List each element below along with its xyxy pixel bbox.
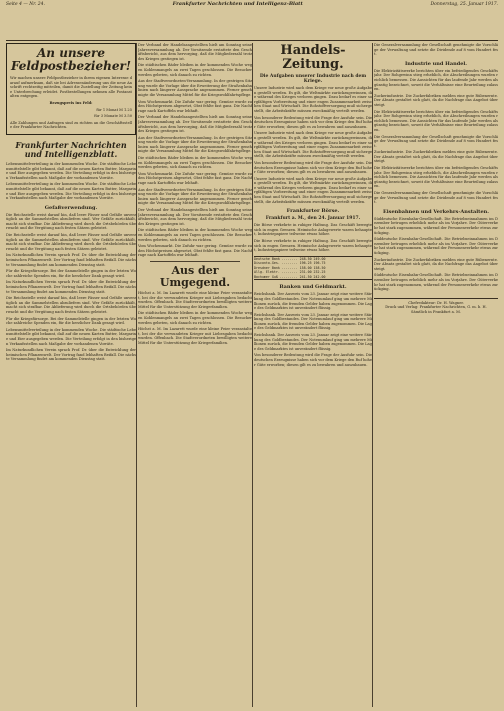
banking-heading: Banken und Geldmarkt. (279, 284, 347, 291)
article-text: Die Reichsstelle weist darauf hin, daß leere Fässer und Gefäße unverzüglich an die Sammelstellen abzuliefern sind. Wer Gefäße zurückhält, macht sich strafbar. Die Ablieferung wird durch die Ortsbehörden überwacht und die Vergütung nach festen Sätzen geleistet. (6, 296, 136, 314)
article-text: Süddeutsche Eisenbahn-Gesellschaft. Die Betriebseinnahmen im Dezember betrugen erheblich mehr als im Vorjahre. Der Güterverkehr hat stark zugenommen, während der Personenverkehr etwas zurückging. (374, 273, 498, 292)
header-date: Donnerstag, 25. Januar 1917. (430, 2, 498, 7)
column-divider (136, 43, 137, 707)
article-text: Der Verband der Handelsangestellten hielt am Sonntag seine Jahresversammlung ab. Der Vorsitzende erstattete den Geschäftsbericht, aus dem hervorging, daß die Mitgliederzahl trotz des Krieges gestiegen ist. (138, 208, 252, 226)
article-text: Höchst a. M. Im Lazarett wurde eine kleine Feier veranstaltet, bei der die verwundeten Krieger mit Liebesgaben bedacht wurden. Offenbach. Die Stadtverordneten bewilligten weitere Mittel für die Unterstützung der Kriegerfamilien. (138, 290, 252, 309)
commerce-title: Handels-Zeitung. (280, 43, 346, 72)
article-text: Die Börse verkehrte in ruhiger Haltung. Das Geschäft bewegte sich in engen Grenzen. Heimische Anlagewerte waren behauptet, Industriepapiere teilweise etwas höher. (254, 239, 372, 253)
table-row: Allg. Elektr. ........ 231.00 232.25 (254, 270, 326, 275)
subscriber-notice-box (6, 43, 136, 135)
local-news-title: Frankfurter Nachrichten und Intelligenzblatt. (15, 139, 127, 159)
article-text: Die Generalversammlung der Gesellschaft genehmigte die Vorschläge der Verwaltung und setzte die Dividende auf 8 vom Hundert fest. (374, 43, 498, 57)
article-text: Süddeutsche Eisenbahn-Gesellschaft. Die Betriebseinnahmen im Dezember betrugen erheblich mehr als im Vorjahre. Der Güterverkehr hat stark zugenommen, während der Personenverkehr etwas zurückging. (374, 237, 498, 255)
commerce-subtitle: Die Aufgaben unserer Industrie nach dem Kriege. (259, 74, 367, 84)
price-table (254, 256, 372, 281)
article-text: Zuckerindustrie. Die Zuckerfabriken melden eine gute Rübenernte. Der Absatz gestaltet sich glatt, da die Nachfrage das Angebot übersteigt. (374, 257, 498, 271)
article-text: Von besonderer Bedeutung wird die Frage der Ausfuhr sein. Die deutschen Erzeugnisse haben sich vor dem Kriege den Ruf hoher Güte erworben; diesen gilt es zu bewahren und auszubauen. (254, 115, 372, 129)
article-text: Die Börse verkehrte in ruhiger Haltung. Das Geschäft bewegte sich in engen Grenzen. Heimische Anlagewerte waren behauptet, Industriepapiere teilweise etwas höher. (254, 223, 372, 237)
section-heading-region: Aus der Umgegend. (159, 263, 231, 289)
article-text: Die Reichsstelle weist darauf hin, daß leere Fässer und Gefäße unverzüglich an die Sammelstellen abzuliefern sind. Wer Gefäße zurückhält, macht sich strafbar. Die Ablieferung wird durch die Ortsbehörden überwacht und die Vergütung nach festen Sätzen geleistet. (6, 233, 136, 251)
header-masthead: Frankfurter Nachrichten und Intelligenz-Blatt (172, 1, 303, 7)
article-text: Der Verband der Handelsangestellten hielt am Sonntag seine Jahresversammlung ab. Der Vorsitzende erstattete den Geschäftsbericht, aus dem hervorging, daß die Mitgliederzahl trotz des Krieges gestiegen ist. (138, 43, 252, 61)
column-1 (6, 43, 136, 707)
notice-price-1: für 1 Monat M 1.25 (96, 107, 132, 112)
column-3 (254, 43, 372, 707)
column-4 (374, 43, 498, 707)
railways-heading: Eisenbahnen und Verkehrs-Anstalten. (382, 208, 490, 215)
notice-price-2: für 3 Monate M 3.50 (94, 114, 132, 119)
imprint-editor: Chefredakteur: Dr. H. Wagner. (408, 300, 464, 305)
table-row: Dresdner Bank ........ 158.00 158.50 (254, 265, 326, 270)
article-text: Reichsbank. Der Ausweis vom 23. Januar zeigt eine weitere Stärkung des Goldbestandes. Der Notenumlauf ging um mehrere Millionen zurück, die fremden Gelder haben zugenommen. Die Lage des Geldmarktes ist unverändert flüssig. (254, 292, 372, 311)
notice-price-label: Bezugspreis ins Feld: (49, 100, 93, 105)
article-text: Die Generalversammlung der Gesellschaft genehmigte die Vorschläge der Verwaltung und setzte die Dividende auf 8 vom Hundert fest. (374, 191, 498, 205)
article-text: Die Elektrizitätswerke berichten über ein befriedigendes Geschäftsjahr. Der Rohgewinn stieg erheblich, die Abschreibungen wurden reichlich bemessen. Die Aussichten für das laufende Jahr werden als günstig bezeichnet, soweit die Verhältnisse eine Beurteilung zulassen. (374, 109, 498, 132)
article-text: Von besonderer Bedeutung wird die Frage der Ausfuhr sein. Die deutschen Erzeugnisse haben sich vor dem Kriege den Ruf hoher Güte erworben; diesen gilt es zu bewahren und auszubauen. (254, 160, 372, 175)
article-text: Höchst a. M. Im Lazarett wurde eine kleine Feier veranstaltet, bei der die verwundeten Krieger mit Liebesgaben bedacht wurden. Offenbach. Die Stadtverordneten bewilligten weitere Mittel für die Unterstützung der Kriegerfamilien. (138, 327, 252, 345)
imprint-location: Sämtlich in Frankfurt a. M. (411, 309, 461, 314)
table-row: Disconto-Ges. ........ 196.25 196.75 (254, 261, 326, 266)
article-text: Reichsbank. Der Ausweis vom 23. Januar zeigt eine weitere Stärkung des Goldbestandes. Der Notenumlauf ging um mehrere Millionen zurück, die fremden Gelder haben zugenommen. Die Lage des Geldmarktes ist unverändert flüssig. (254, 312, 372, 331)
local-news-text: Lebensmittelverteilung in der kommenden Woche. Die städtische Lebensmittelstelle gibt bekannt, daß auf die neuen Karten Butter, Margarine und Eier ausgegeben werden. Die Verteilung erfolgt in den bisherigen Verkaufsstellen nach Maßgabe der vorhandenen Vorräte. (6, 161, 136, 180)
column-2 (138, 43, 252, 707)
article-text: Süddeutsche Eisenbahn-Gesellschaft. Die Betriebseinnahmen im Dezember betrugen erheblich mehr als im Vorjahre. Der Güterverkehr hat stark zugenommen, während der Personenverkehr etwas zurückging. (374, 216, 498, 235)
column-divider (252, 43, 253, 707)
article-text: Zuckerindustrie. Die Zuckerfabriken melden eine gute Rübenernte. Der Absatz gestaltet sich glatt, da die Nachfrage das Angebot übersteigt. (374, 150, 498, 164)
article-text: Vom Wochenmarkt. Die Zufuhr war gering. Gemüse wurde zu den Höchstpreisen abgesetzt, Obst fehlte fast ganz. Die Nachfrage nach Kartoffeln war lebhaft. (138, 244, 252, 258)
notice-text: Wir machen unsere Feldpostbezieher in ihrem eigenen Interesse darauf aufmerksam, daß sie bei Adressenänderung uns die neue Anschrift rechtzeitig mitteilen, damit die Zustellung der Zeitung keine Unterbrechung erleidet. Postbestellungen nehmen alle Postanstalten entgegen. (10, 76, 132, 99)
article-text: Aus der Stadtverordneten-Versammlung. In der gestrigen Sitzung wurde die Vorlage über die Erweiterung der Straßenbahnlinien nach längerer Aussprache angenommen. Ferner genehmigte die Versammlung Mittel für die Kriegswohlfahrtspflege. (138, 79, 252, 97)
article-text: Aus der Stadtverordneten-Versammlung. In der gestrigen Sitzung wurde die Vorlage über die Erweiterung der Straßenbahnlinien nach längerer Aussprache angenommen. Ferner genehmigte die Versammlung Mittel für die Kriegswohlfahrtspflege. (138, 187, 252, 206)
article-text: Für die Kriegsfürsorge. Bei der Sammelstelle gingen in der letzten Woche zahlreiche Spenden ein, für die herzlicher Dank gesagt wird. (6, 269, 136, 278)
article-text: Unsere Industrie wird nach dem Kriege vor neue große Aufgaben gestellt werden. Es gilt, die Weltmärkte zurückzugewinnen, die während des Krieges verloren gingen. Dazu bedarf es einer sorgfältigen Vorbereitung und einer engen Zusammenarbeit zwischen Staat und Wirtschaft. Die Rohstoffversorgung muß sichergestellt, die Arbeitskräfte müssen zweckmäßig verteilt werden. (254, 86, 372, 113)
table-row: Bochumer Guß ......... 241.50 242.00 (254, 274, 326, 279)
article-text: Die städtischen Bäder bleiben in der kommenden Woche wegen Kohlenmangels an zwei Tagen geschlossen. Die Besucher werden gebeten, sich danach zu richten. (138, 228, 252, 242)
article-text: Unsere Industrie wird nach dem Kriege vor neue große Aufgaben gestellt werden. Es gilt, die Weltmärkte zurückzugewinnen, die während des Krieges verloren gingen. Dazu bedarf es einer sorgfältigen Vorbereitung und einer engen Zusammenarbeit zwischen Staat und Wirtschaft. Die Rohstoffversorgung muß sichergestellt, die Arbeitskräfte müssen zweckmäßig verteilt werden. (254, 131, 372, 159)
article-text: Im Naturkundlichen Verein sprach Prof. Dr. über die Entwicklung der heimischen Pflanzenwelt. Der Vortrag fand lebhaften Beifall. Die nächste Versammlung findet am kommenden Dienstag statt. (6, 280, 136, 294)
article-text: Die städtischen Bäder bleiben in der kommenden Woche wegen Kohlenmangels an zwei Tagen geschlossen. Die Besucher werden gebeten, sich danach zu richten. (138, 63, 252, 77)
stock-exchange-heading: Frankfurter Börse. (286, 208, 340, 215)
article-text: Vom Wochenmarkt. Die Zufuhr war gering. Gemüse wurde zu den Höchstpreisen abgesetzt, Obst fehlte fast ganz. Die Nachfrage nach Kartoffeln war lebhaft. (138, 171, 252, 186)
table-row: Deutsche Bank ........ 248.50 249.00 (254, 256, 326, 261)
article-text: Reichsbank. Der Ausweis vom 23. Januar zeigt eine weitere Stärkung des Goldbestandes. Der Notenumlauf ging um mehrere Millionen zurück, die fremden Gelder haben zugenommen. Die Lage des Geldmarktes ist unverändert flüssig. (254, 333, 372, 351)
article-text: Für die Kriegsfürsorge. Bei der Sammelstelle gingen in der letzten Woche zahlreiche Spenden ein, für die herzlicher Dank gesagt wird. (6, 316, 136, 326)
article-text: Die Reichsstelle weist darauf hin, daß leere Fässer und Gefäße unverzüglich an die Sammelstellen abzuliefern sind. Wer Gefäße zurückhält, macht sich strafbar. Die Ablieferung wird durch die Ortsbehörden überwacht und die Vergütung nach festen Sätzen geleistet. (6, 212, 136, 231)
header-page-number: Seite 4 — Nr. 24. (6, 2, 45, 7)
industry-heading: Industrie und Handel. (404, 60, 468, 67)
article-text: Die städtischen Bäder bleiben in der kommenden Woche wegen Kohlenmangels an zwei Tagen geschlossen. Die Besucher werden gebeten, sich danach zu richten. (138, 311, 252, 325)
imprint-publisher: Druck und Verlag: Frankfurter Nachrichten, G. m. b. H. (385, 305, 487, 310)
local-news-text: Lebensmittelverteilung in der kommenden Woche. Die städtische Lebensmittelstelle gibt bekannt, daß auf die neuen Karten Butter, Margarine und Eier ausgegeben werden. Die Verteilung erfolgt in den bisherigen Verkaufsstellen nach Maßgabe der vorhandenen Vorräte. (6, 182, 136, 201)
article-text: Die städtischen Bäder bleiben in der kommenden Woche wegen Kohlenmangels an zwei Tagen geschlossen. Die Besucher werden gebeten, sich danach zu richten. (138, 156, 252, 170)
article-text: Der Verband der Handelsangestellten hielt am Sonntag seine Jahresversammlung ab. Der Vorsitzende erstattete den Geschäftsbericht, aus dem hervorging, daß die Mitgliederzahl trotz des Krieges gestiegen ist. (138, 115, 252, 134)
article-text: Im Naturkundlichen Verein sprach Prof. Dr. über die Entwicklung der heimischen Pflanzenwelt. Der Vortrag fand lebhaften Beifall. Die nächste Versammlung findet am kommenden Dienstag statt. (6, 348, 136, 362)
article-text: Von besonderer Bedeutung wird die Frage der Ausfuhr sein. Die deutschen Erzeugnisse haben sich vor dem Kriege den Ruf hoher Güte erworben; diesen gilt es zu bewahren und auszubauen. (254, 353, 372, 367)
column-divider (372, 43, 373, 707)
article-text: Vom Wochenmarkt. Die Zufuhr war gering. Gemüse wurde zu den Höchstpreisen abgesetzt, Obst fehlte fast ganz. Die Nachfrage nach Kartoffeln war lebhaft. (138, 99, 252, 113)
article-text: Die Elektrizitätswerke berichten über ein befriedigendes Geschäftsjahr. Der Rohgewinn stieg erheblich, die Abschreibungen wurden reichlich bemessen. Die Aussichten für das laufende Jahr werden als günstig bezeichnet, soweit die Verhältnisse eine Beurteilung zulassen. (374, 166, 498, 189)
stock-exchange-date: Frankfurt a. M., den 24. Januar 1917. (265, 216, 361, 222)
page-header (6, 2, 498, 38)
article-text: Im Naturkundlichen Verein sprach Prof. Dr. über die Entwicklung der heimischen Pflanzenwelt. Der Vortrag fand lebhaften Beifall. Die nächste Versammlung findet am kommenden Dienstag statt. (6, 253, 136, 267)
imprint (374, 298, 498, 315)
divider (150, 261, 240, 262)
notice-footer: Alle Zahlungen und Anfragen sind zu richten an die Geschäftsstelle der Frankfurter Nachrichten. (10, 120, 132, 130)
article-text: Aus der Stadtverordneten-Versammlung. In der gestrigen Sitzung wurde die Vorlage über die Erweiterung der Straßenbahnlinien nach längerer Aussprache angenommen. Ferner genehmigte die Versammlung Mittel für die Kriegswohlfahrtspflege. (138, 135, 252, 154)
article-text: Die Generalversammlung der Gesellschaft genehmigte die Vorschläge der Verwaltung und setzte die Dividende auf 8 vom Hundert fest. (374, 134, 498, 148)
article-text: Lebensmittelverteilung in der kommenden Woche. Die städtische Lebensmittelstelle gibt bekannt, daß auf die neuen Karten Butter, Margarine und Eier ausgegeben werden. Die Verteilung erfolgt in den bisherigen Verkaufsstellen nach Maßgabe der vorhandenen Vorräte. (6, 327, 136, 346)
article-text: Zuckerindustrie. Die Zuckerfabriken melden eine gute Rübenernte. Der Absatz gestaltet sich glatt, da die Nachfrage das Angebot übersteigt. (374, 93, 498, 107)
header-rule (6, 40, 498, 41)
notice-title: An unsere Feldpostbezieher! (10, 46, 132, 73)
article-text: Unsere Industrie wird nach dem Kriege vor neue große Aufgaben gestellt werden. Es gilt, die Weltmärkte zurückzugewinnen, die während des Krieges verloren gingen. Dazu bedarf es einer sorgfältigen Vorbereitung und einer engen Zusammenarbeit zwischen Staat und Wirtschaft. Die Rohstoffversorgung muß sichergestellt, die Arbeitskräfte müssen zweckmäßig verteilt werden. (254, 176, 372, 204)
article-heading: Gefaßverwendung. (44, 204, 98, 211)
article-text: Die Elektrizitätswerke berichten über ein befriedigendes Geschäftsjahr. Der Rohgewinn stieg erheblich, die Abschreibungen wurden reichlich bemessen. Die Aussichten für das laufende Jahr werden als günstig bezeichnet, soweit die Verhältnisse eine Beurteilung zulassen. (374, 68, 498, 92)
